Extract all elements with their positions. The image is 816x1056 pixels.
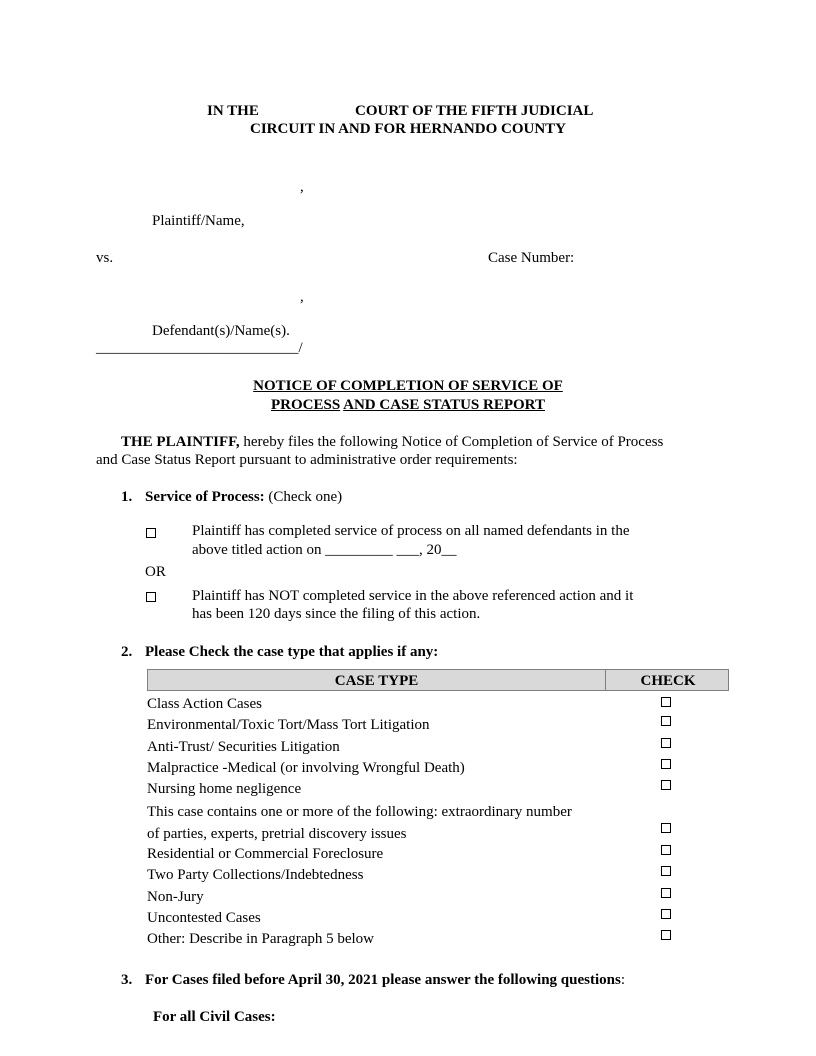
option1-line2: above titled action on _________ ___, 20__ xyxy=(192,542,457,558)
intro-line2: and Case Status Report pursuant to administrative order requirements: xyxy=(96,452,518,468)
section1-number: 1. xyxy=(121,489,133,505)
case-type-checkbox[interactable] xyxy=(661,716,671,726)
case-type-checkbox[interactable] xyxy=(661,780,671,790)
section1-heading: Service of Process: xyxy=(145,489,265,505)
option2-line2: has been 120 days since the filing of this action. xyxy=(192,606,481,622)
or-label: OR xyxy=(145,564,166,580)
case-type-checkbox[interactable] xyxy=(661,930,671,940)
section1-note: (Check one) xyxy=(264,489,343,505)
case-type-checkbox[interactable] xyxy=(661,866,671,876)
case-number-label: Case Number: xyxy=(488,250,575,266)
option2-line1: Plaintiff has NOT completed service in the above referenced action and it xyxy=(192,588,634,604)
case-type-row: Malpractice -Medical (or involving Wrongful Death) xyxy=(147,760,465,776)
section3-colon: : xyxy=(620,972,626,988)
court-line2: CIRCUIT IN AND FOR HERNANDO COUNTY xyxy=(250,121,566,137)
case-type-checkbox[interactable] xyxy=(661,823,671,833)
section3-subheading: For all Civil Cases: xyxy=(153,1009,276,1025)
case-type-row: Two Party Collections/Indebtedness xyxy=(147,867,364,883)
case-type-row: Uncontested Cases xyxy=(147,910,261,926)
notice-title-line1: NOTICE OF COMPLETION OF SERVICE OF xyxy=(253,378,563,394)
case-type-checkbox[interactable] xyxy=(661,697,671,707)
column-check: CHECK xyxy=(640,673,696,689)
case-type-checkbox[interactable] xyxy=(661,845,671,855)
section2-number: 2. xyxy=(121,644,133,660)
intro-line1 xyxy=(121,433,663,451)
service-completed-checkbox[interactable] xyxy=(146,528,156,538)
intro-lead: THE PLAINTIFF, xyxy=(121,434,240,450)
intro-rest: hereby files the following Notice of Completion of Service of Process xyxy=(239,434,664,450)
service-not-completed-checkbox[interactable] xyxy=(146,592,156,602)
case-type-checkbox[interactable] xyxy=(661,738,671,748)
court-line1-left: IN THE xyxy=(207,103,259,119)
case-type-row: Other: Describe in Paragraph 5 below xyxy=(147,931,375,947)
case-type-row: Non-Jury xyxy=(147,889,204,905)
column-case-type: CASE TYPE xyxy=(334,673,419,689)
case-type-checkbox[interactable] xyxy=(661,888,671,898)
defendant-comma: , xyxy=(300,289,304,305)
signature-line: ___________________________/ xyxy=(96,340,303,356)
case-type-checkbox[interactable] xyxy=(661,759,671,769)
section2-heading: Please Check the case type that applies if any: xyxy=(145,644,439,660)
case-type-row: of parties, experts, pretrial discovery issues xyxy=(147,826,407,842)
section3-number: 3. xyxy=(121,972,133,988)
case-type-checkbox[interactable] xyxy=(661,909,671,919)
section1-heading-line xyxy=(145,488,342,506)
notice-title-status: AND CASE STATUS REPORT xyxy=(343,397,545,413)
defendant-label: Defendant(s)/Name(s). xyxy=(152,323,290,339)
case-type-row: Residential or Commercial Foreclosure xyxy=(147,846,384,862)
section3-heading-line xyxy=(145,971,625,989)
case-type-row: Nursing home negligence xyxy=(147,781,302,797)
case-type-row: Environmental/Toxic Tort/Mass Tort Litigation xyxy=(147,717,430,733)
plaintiff-comma: , xyxy=(300,179,304,195)
case-type-row: This case contains one or more of the following: extraordinary number xyxy=(147,804,572,820)
case-type-table-header xyxy=(147,669,729,691)
court-line1-right: COURT OF THE FIFTH JUDICIAL xyxy=(355,103,594,119)
notice-title-line2 xyxy=(0,396,816,414)
case-type-row: Anti-Trust/ Securities Litigation xyxy=(147,739,340,755)
vs-label: vs. xyxy=(96,250,114,266)
plaintiff-label: Plaintiff/Name, xyxy=(152,213,245,229)
option1-line1: Plaintiff has completed service of process on all named defendants in the xyxy=(192,523,630,539)
notice-title-process: PROCESS xyxy=(271,397,341,413)
case-type-row: Class Action Cases xyxy=(147,696,262,712)
section3-heading: For Cases filed before April 30, 2021 please answer the following questions xyxy=(145,972,621,988)
